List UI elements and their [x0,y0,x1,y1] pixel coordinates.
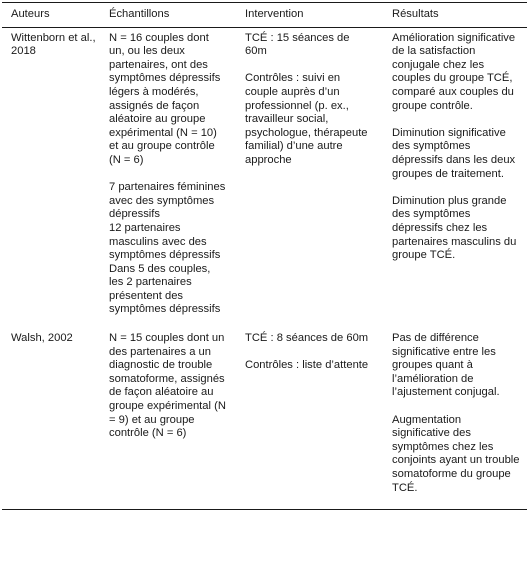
author-cell: Walsh, 2002 [2,326,101,510]
table-row [2,326,527,510]
result-text: Diminution significative des symptômes dépressifs dans les deux groupes de traitement. [392,126,516,180]
result-text: Augmentation significative des symptômes chez les conjoints ayant un trouble somatoforme du groupe TCÉ. [392,413,520,494]
table-row [2,27,527,326]
sample-detail: 12 partenaires masculins avec des symptômes dépressifs [109,221,221,262]
result-text: Amélioration significative de la satisfaction conjugale chez les couples du groupe TCÉ, comparé aux couples du groupe contrôle. [392,31,516,112]
header-samples: Échantillons [101,3,238,28]
results-cell [383,27,527,326]
intervention-control: Contrôles : liste d’attente [245,359,369,372]
header-row [2,3,527,28]
sample-cell [101,27,238,326]
header-intervention: Intervention [238,3,383,28]
sample-cell [101,326,238,510]
result-text: Pas de différence significative entre les groupes quant à l’amélioration de l’ajustement conjugal. [392,332,500,399]
intervention-treatment: TCÉ : 8 séances de 60m [245,332,369,345]
sample-main: N = 15 couples dont un des partenaires a un diagnostic de trouble somatoforme, assignés de façon aléatoire au groupe expérimental (N = 9) et au groupe contrôle (N = 6) [109,332,226,440]
intervention-cell [238,27,383,326]
sample-detail: 7 partenaires féminines avec des symptômes dépressifs [109,181,226,221]
intervention-cell [238,326,383,510]
table-header [2,3,527,28]
table-body [2,27,527,510]
header-results: Résultats [383,3,527,28]
result-text: Diminution plus grande des symptômes dépressifs chez les partenaires masculins du groupe TCÉ. [392,194,517,262]
intervention-treatment: TCÉ : 15 séances de 60m [245,31,350,58]
results-cell [383,326,527,510]
sample-main: N = 16 couples dont un, ou les deux partenaires, ont des symptômes dépressifs légers à modérés, assignés de façon aléatoire au groupe expérimental (N = 10) et au groupe contrôle (N = 6) [109,31,221,166]
sample-detail: Dans 5 des couples, les 2 partenaires présentent des symptômes dépressifs [109,262,221,316]
header-authors: Auteurs [2,3,101,28]
intervention-control: Contrôles : suivi en couple auprès d’un professionnel (p. ex., travailleur social, psychologue, thérapeute familial) d’une autre approche [245,72,368,166]
studies-table [2,2,527,510]
author-cell: Wittenborn et al., 2018 [11,31,96,58]
